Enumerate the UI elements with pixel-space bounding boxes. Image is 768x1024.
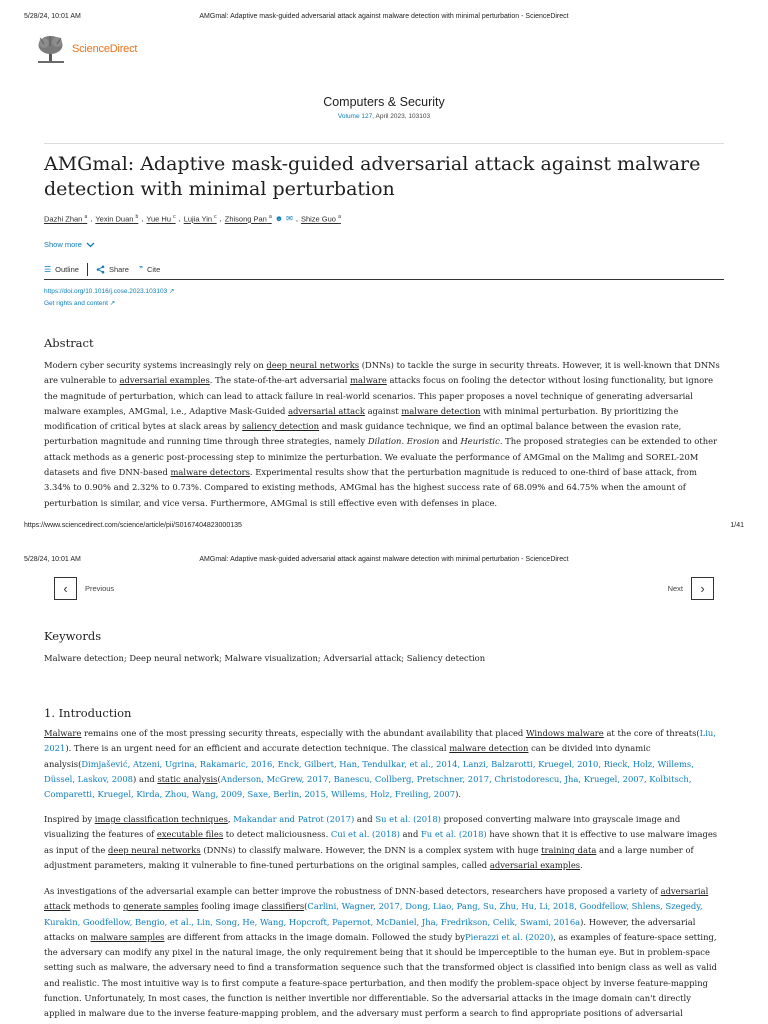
term-link[interactable]: malware samples <box>90 931 165 942</box>
divider <box>44 143 724 144</box>
list-icon: ☰ <box>44 265 52 274</box>
external-link-icon: ↗ <box>169 288 175 295</box>
term-link[interactable]: saliency detection <box>242 421 320 432</box>
share-button[interactable]: Share <box>96 265 129 274</box>
term-link[interactable]: generate samples <box>123 901 199 912</box>
quote-icon: ” <box>138 265 143 274</box>
journal-name[interactable]: Computers & Security <box>323 95 445 109</box>
term-link[interactable]: image classification techniques <box>94 814 228 824</box>
keywords-heading: Keywords <box>44 629 102 643</box>
author-link[interactable]: Yue Hu $^c$ <box>146 214 176 224</box>
term-link[interactable]: classifiers <box>261 901 305 912</box>
brand-name: ScienceDirect <box>72 43 138 55</box>
author-list: Dazhi Zhan $^a$ , Yexin Duan $^b$ , Yue Hu $^c$ , Lujia Yin $^c$ , Zhisong Pan $^a$ ☻ ✉ , Shize Guo $^a$ <box>44 214 341 224</box>
citation-link[interactable]: Anderson, McGrew, 2017, Banescu, Collberg, Pretschner, 2017, Christodorescu, Jha, Kruegel, 2007, Kolbitsch, Comparetti, Kruegel, Kirda, Zhou, Wang, 2009, Saxe, Berlin, 2015, Willems, Holz, Freiling, 2007 <box>44 773 692 800</box>
term-link[interactable]: malware detection <box>401 405 481 416</box>
term-link[interactable]: malware detection <box>449 743 529 754</box>
print-date: 5/28/24, 10:01 AM <box>24 13 81 20</box>
introduction-heading: 1. Introduction <box>44 706 132 720</box>
term-link[interactable]: training data <box>541 844 597 855</box>
doi-link[interactable]: https://doi.org/10.1016/j.cose.2023.103103 ↗ <box>44 288 175 295</box>
abstract-heading: Abstract <box>44 336 94 350</box>
intro-paragraph: Inspired by image classification techniques, Makandar and Patrot (2017) and Su et al. (2018) proposed converting malware into grayscale image and visualizing the features of executable files to detect maliciousness. Cui et al. (2018) and Fu et al. (2018) have shown that it is effective to use malware images as input of the deep neural networks (DNNs) to classify malware. However, the DNN is a complex system with huge training data and a large number of adjustment parameters, making it vulnerable to fine-tuned perturbations on the original samples, called adversarial examples. <box>44 814 718 870</box>
citation-link[interactable]: Cui et al. (2018) <box>330 829 400 840</box>
citation-link[interactable]: Pierazzi et al. (2020) <box>464 931 554 942</box>
article-navigation <box>54 577 714 601</box>
share-icon <box>96 265 105 274</box>
chevron-left-icon: ‹ <box>54 577 77 600</box>
citation-link[interactable]: Dimjašević, Atzeni, Ugrina, Rakamaric, 2016, Enck, Gilbert, Han, Tendulkar, et al., 2014, Lanzi, Balzarotti, Kruegel, 2010, Rieck, Holz, Willems, Düssel, Laskov, 2008 <box>44 758 694 784</box>
term-link[interactable]: Malware <box>44 728 82 738</box>
citation-link[interactable]: Fu et al. (2018) <box>420 829 487 840</box>
cite-button[interactable]: ” Cite <box>138 265 161 274</box>
author-link[interactable]: Dazhi Zhan $^a$ <box>44 214 88 224</box>
print-title: AMGmal: Adaptive mask-guided adversarial attack against malware detection with minimal perturbation - ScienceDirect <box>199 13 569 20</box>
article-title: AMGmal: Adaptive mask-guided adversarial attack against malware detection with minimal perturbation <box>44 153 701 200</box>
sciencedirect-logo[interactable] <box>34 34 137 64</box>
article-toolbar <box>44 260 724 280</box>
outline-button[interactable]: ☰ Outline <box>44 265 79 274</box>
email-icon[interactable]: ✉ <box>286 214 293 224</box>
external-link-icon: ↗ <box>109 300 116 307</box>
keywords-list: Malware detection; Deep neural network; Malware visualization; Adversarial attack; Saliency detection <box>44 653 486 663</box>
term-link[interactable]: static analysis <box>157 773 218 784</box>
previous-article-button[interactable]: ‹ Previous <box>54 577 114 600</box>
print-title: AMGmal: Adaptive mask-guided adversarial attack against malware detection with minimal perturbation - ScienceDirect <box>199 556 569 563</box>
term-link[interactable]: adversarial attack <box>288 405 365 416</box>
print-url: https://www.sciencedirect.com/science/article/pii/S0167404823000135 <box>24 522 242 529</box>
chevron-right-icon: › <box>691 577 714 600</box>
term-link[interactable]: malware <box>350 375 387 386</box>
author-link[interactable]: Zhisong Pan $^a$ <box>224 214 272 224</box>
author-link[interactable]: Shize Guo $^a$ <box>300 214 341 224</box>
term-link[interactable]: deep neural networks <box>108 844 201 855</box>
abstract-text: Modern cyber security systems increasingly rely on deep neural networks (DNNs) to tackle the surge in security threats. However, it is well-known that DNNs are vulnerable to adversarial examples. The state-of-the-art adversarial malware attacks focus on fooling the detector without losing functionality, but ignore the magnitude of perturbation, which can lead to attack failure in real-world scenarios. This paper proposes a novel technique of generating adversarial malware examples, AMGmal, i.e., Adaptive Mask-Guided adversarial attack against malware detection with minimal perturbation. By prioritizing the modification of critical bytes at slack areas by saliency detection and mask guidance technique, we find an optimal balance between the evasion rate, perturbation magnitude and running time through three strategies, namely Dilation. Erosion and Heuristic. The proposed strategies can be extended to other attack methods as a generic post-processing step to minimize the perturbation. We evaluate the performance of AMGmal on the Malimg and SOREL-20M datasets and five DNN-based malware detectors. Experimental results show that the perturbation magnitude is reduced to one-third of base attack, from 3.34% to 0.90% and 2.32% to 0.73%. Compared to existing methods, AMGmal has the highest success rate of 68.09% and 64.75% when the amount of perturbation is similar, and vice versa. Furthermore, AMGmal is still effective even with defenses in place. <box>44 360 720 508</box>
intro-paragraph: Malware remains one of the most pressing security threats, especially with the abundant availability that placed Windows malware at the core of threats(Liu, 2021). There is an urgent need for an efficient and accurate detection technique. The classical malware detection can be divided into dynamic analysis(Dimjašević, Atzeni, Ugrina, Rakamaric, 2016, Enck, Gilbert, Han, Tendulkar, et al., 2014, Lanzi, Balzarotti, Kruegel, 2010, Rieck, Holz, Willems, Düssel, Laskov, 2008) and static analysis(Anderson, McGrew, 2017, Banescu, Collberg, Pretschner, 2017, Christodorescu, Jha, Kruegel, 2007, Kolbitsch, Comparetti, Kruegel, Kirda, Zhou, Wang, 2009, Saxe, Berlin, 2015, Willems, Holz, Freiling, 2007). <box>44 728 716 800</box>
citation-link[interactable]: Liu, 2021 <box>44 728 716 754</box>
term-link[interactable]: deep neural networks <box>266 360 360 370</box>
toolbar-separator <box>87 263 88 276</box>
volume-line <box>0 113 768 120</box>
citation-link[interactable]: Su et al. (2018) <box>375 814 441 824</box>
citation-link[interactable]: Carlini, Wagner, 2017, Dong, Liao, Pang, Su, Zhu, Hu, Li, 2018, Goodfellow, Shlens, Szegedy, Kurakin, Goodfellow, Bengio, et al., Lin, Song, He, Wang, Hopcroft, Papernot, McDaniel, Jha, Fredrikson, Celik, Swami, 2016a <box>44 901 703 927</box>
print-date: 5/28/24, 10:01 AM <box>24 556 81 563</box>
person-icon[interactable]: ☻ <box>274 214 284 224</box>
volume-details: , April 2023, 103103 <box>372 113 431 120</box>
intro-paragraph: As investigations of the adversarial example can better improve the robustness of DNN-based detectors, researchers have proposed a variety of adversarial attack methods to generate samples fooling image classifiers(Carlini, Wagner, 2017, Dong, Liao, Pang, Su, Zhu, Hu, Li, 2018, Goodfellow, Shlens, Szegedy, Kurakin, Goodfellow, Bengio, et al., Lin, Song, He, Wang, Hopcroft, Papernot, McDaniel, Jha, Fredrikson, Celik, Swami, 2016a). However, the adversarial attacks on malware samples are different from attacks in the image domain. Followed the study byPierazzi et al. (2020), as examples of feature-space setting, the adversary can modify any pixel in the natural image, the only requirement being that it should be imperceptible to the human eye. But in problem-space setting such as malware, the adversary need to find a transformation sequence such that the transformed object is classified into benign class as well as valid and realistic. The most intuitive way is to first compute a feature-space perturbation, and then modify the problem-space object by inverse feature-mapping function. Unfortunately, In most cases, the function is neither invertible nor differentiable. So the adversarial attacks in the image domain can't directly applied in malware due to the inverse feature-mapping problem, and the adversary must perform a search to find appropriate positions of adversarial <box>44 886 717 1019</box>
author-link[interactable]: Yexin Duan $^b$ <box>95 214 139 224</box>
print-page-number: 1/41 <box>730 522 744 529</box>
term-link[interactable]: adversarial attack <box>44 886 709 912</box>
volume-link[interactable]: Volume 127 <box>337 113 373 120</box>
elsevier-tree-icon <box>34 34 68 64</box>
author-link[interactable]: Lujia Yin $^c$ <box>183 214 217 224</box>
chevron-down-icon <box>86 242 95 248</box>
term-link[interactable]: Windows malware <box>525 728 604 738</box>
next-article-button[interactable]: Next › <box>668 577 714 600</box>
term-link[interactable]: malware detectors <box>170 467 250 478</box>
term-link[interactable]: executable files <box>156 829 224 840</box>
term-link[interactable]: adversarial examples <box>489 859 581 870</box>
citation-link[interactable]: Makandar and Patrot (2017) <box>233 814 355 824</box>
term-link[interactable]: adversarial examples <box>119 375 210 386</box>
rights-link[interactable]: Get rights and content ↗ <box>44 300 116 307</box>
show-more-button[interactable]: Show more <box>44 240 95 249</box>
